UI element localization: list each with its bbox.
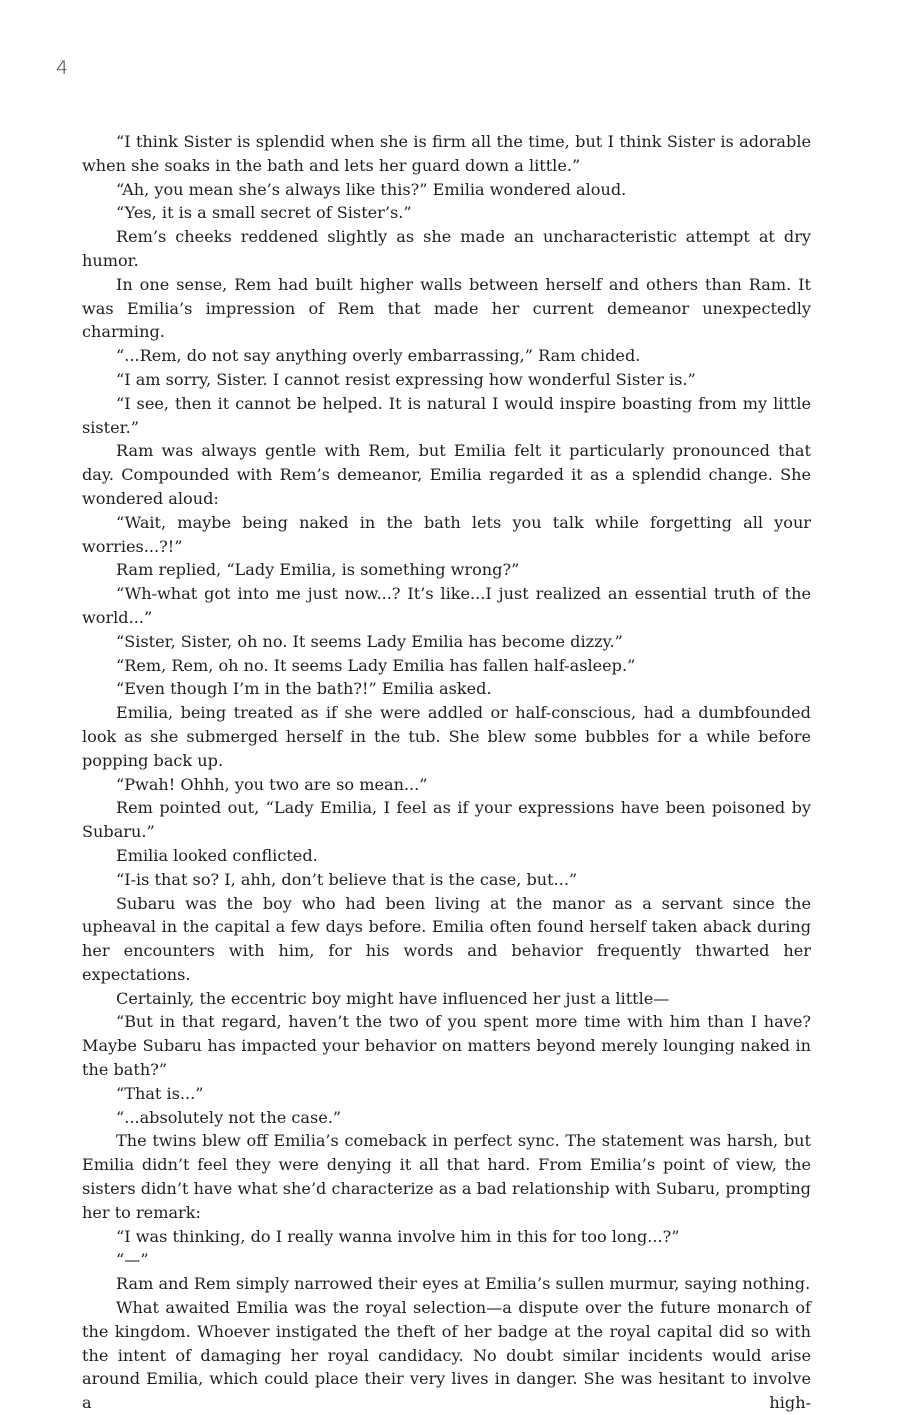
paragraph: Rem’s cheeks reddened slightly as she made an uncharacteristic attempt at dry humor. bbox=[82, 227, 811, 270]
paragraph: “That is...” bbox=[116, 1083, 204, 1103]
paragraph: “Ah, you mean she’s always like this?” Emilia wondered aloud. bbox=[116, 179, 627, 199]
paragraph: “I think Sister is splendid when she is firm all the time, but I think Sister is adorable when she soaks in the bath and lets her guard down a little.” bbox=[82, 132, 811, 175]
paragraph: “Wait, maybe being naked in the bath lets you talk while forgetting all your worries...?!” bbox=[82, 512, 811, 556]
paragraph: Rem pointed out, “Lady Emilia, I feel as if your expressions have been poisoned by Subaru.” bbox=[82, 798, 811, 842]
paragraph: “Wh-what got into me just now...? It’s like...I just realized an essential truth of the world...” bbox=[82, 584, 811, 627]
paragraph: The twins blew off Emilia’s comeback in perfect sync. The statement was harsh, but Emilia didn’t feel they were denying it all that hard. From Emilia’s point of view, the sisters didn’t have what she’d characterize as a bad relationship with Subaru, prompting her to remark: bbox=[82, 1131, 811, 1222]
paragraph: “Yes, it is a small secret of Sister’s.” bbox=[116, 203, 412, 223]
paragraph: What awaited Emilia was the royal selection—a dispute over the future monarch of the kingdom. Whoever instigated the theft of her badge at the royal capital did so with the intent of damaging her royal candidacy. No doubt similar incidents would arise around Emilia, which could place their very lives in danger. She was hesitant to involve a high- bbox=[82, 1298, 811, 1413]
paragraph: Ram and Rem simply narrowed their eyes at Emilia’s sullen murmur, saying nothing. bbox=[116, 1274, 811, 1294]
paragraph: “I was thinking, do I really wanna involve him in this for too long...?” bbox=[116, 1226, 680, 1246]
paragraph: “...Rem, do not say anything overly embarrassing,” Ram chided. bbox=[116, 346, 641, 366]
paragraph: “I am sorry, Sister. I cannot resist expressing how wonderful Sister is.” bbox=[116, 369, 696, 389]
paragraph: “Even though I’m in the bath?!” Emilia asked. bbox=[116, 679, 492, 699]
paragraph: “...absolutely not the case.” bbox=[116, 1107, 342, 1127]
paragraph: “I see, then it cannot be helped. It is natural I would inspire boasting from my little sister.” bbox=[82, 393, 811, 437]
paragraph: “But in that regard, haven’t the two of you spent more time with him than I have? Maybe Subaru has impacted your behavior on matters beyond merely lounging naked in the bath?” bbox=[82, 1012, 811, 1080]
paragraph: Ram was always gentle with Rem, but Emilia felt it particularly pronounced that day. Compounded with Rem’s demeanor, Emilia regarded it as a splendid change. She wondered aloud: bbox=[82, 441, 811, 508]
paragraph: “—” bbox=[116, 1250, 149, 1270]
paragraph: “Pwah! Ohhh, you two are so mean...” bbox=[116, 774, 428, 794]
paragraph: Emilia looked conflicted. bbox=[116, 845, 318, 865]
paragraph: “Sister, Sister, oh no. It seems Lady Emilia has become dizzy.” bbox=[116, 631, 623, 651]
page-number: 4 bbox=[56, 57, 69, 79]
paragraph: “Rem, Rem, oh no. It seems Lady Emilia has fallen half-asleep.” bbox=[116, 655, 636, 675]
paragraph: Ram replied, “Lady Emilia, is something wrong?” bbox=[116, 560, 520, 580]
paragraph: “I-is that so? I, ahh, don’t believe that is the case, but...” bbox=[116, 869, 578, 889]
paragraph: Emilia, being treated as if she were addled or half-conscious, had a dumbfounded look as she submerged herself in the tub. She blew some bubbles for a while before popping back up. bbox=[82, 703, 811, 770]
paragraph: Certainly, the eccentric boy might have influenced her just a little— bbox=[116, 988, 670, 1008]
paragraph: Subaru was the boy who had been living at the manor as a servant since the upheaval in the capital a few days before. Emilia often found herself taken aback during her encounters with him, for his words and behavior frequently thwarted her expectations. bbox=[82, 893, 811, 984]
paragraph: In one sense, Rem had built higher walls between herself and others than Ram. It was Emilia’s impression of Rem that made her current demeanor unexpectedly charming. bbox=[82, 274, 811, 342]
body-text bbox=[82, 130, 811, 1415]
